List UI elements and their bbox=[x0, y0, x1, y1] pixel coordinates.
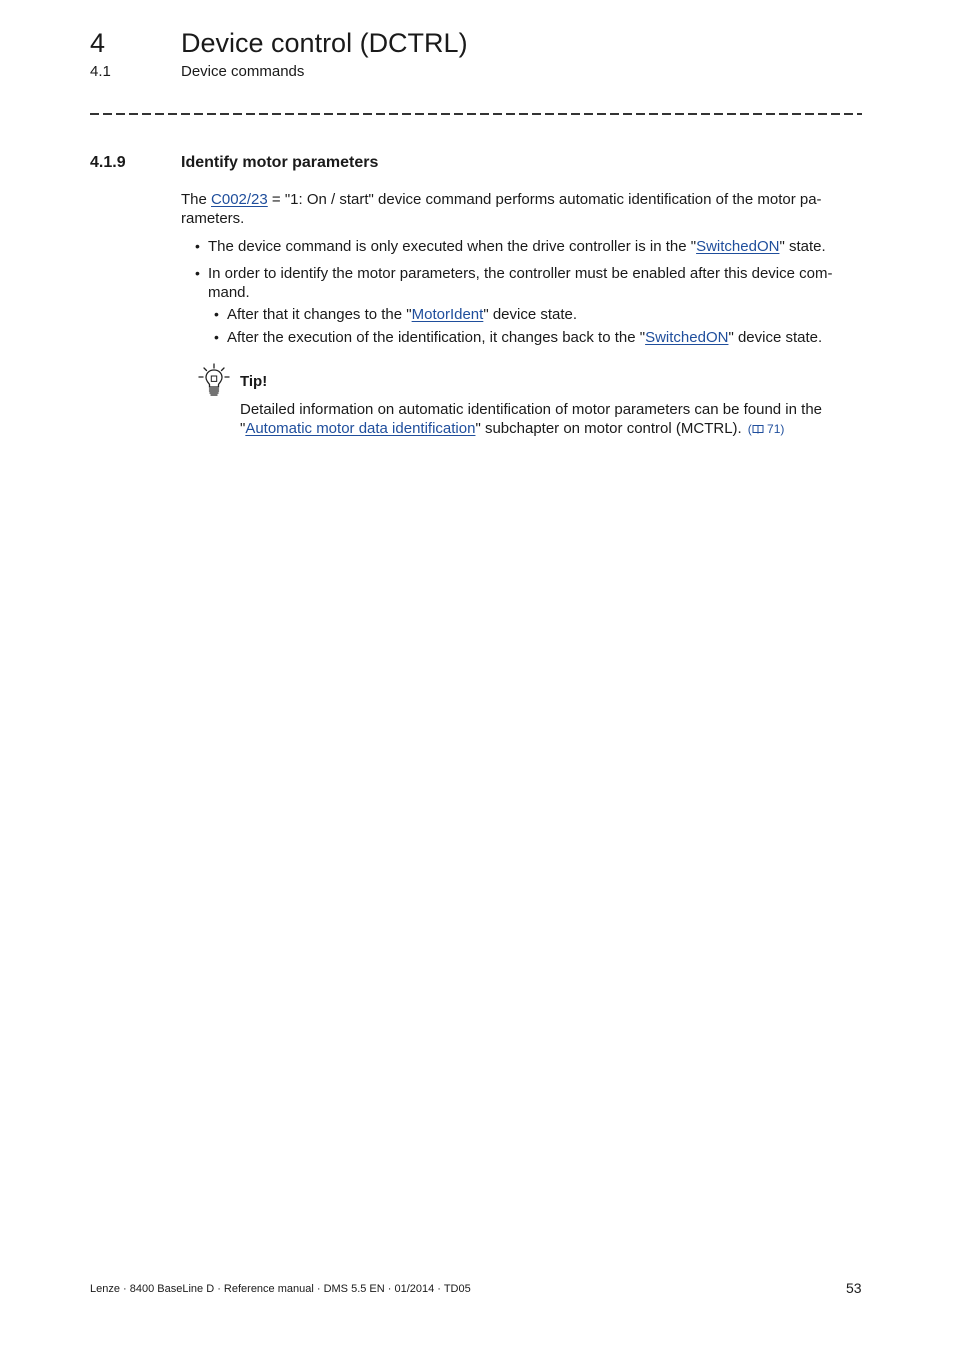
page-reference-number: 71 bbox=[767, 422, 781, 436]
subsection-number: 4.1.9 bbox=[90, 154, 126, 171]
book-icon bbox=[752, 422, 764, 436]
sub-bullet-text-pre: After the execution of the identification, it changes back to the " bbox=[227, 329, 646, 346]
bullet-text-pre: The device command is only executed when the drive controller is in the " bbox=[208, 238, 697, 255]
link-c002-23[interactable]: C002/23 bbox=[211, 191, 268, 208]
tip-body bbox=[240, 400, 870, 439]
link-switchedon[interactable]: SwitchedON bbox=[696, 238, 780, 255]
link-automatic-motor-data-identification[interactable]: Automatic motor data identification bbox=[245, 420, 476, 437]
intro-text-post: = "1: On / start" device command performs automatic identification of the motor pa-rameters. bbox=[181, 191, 822, 227]
tip-title: Tip! bbox=[240, 373, 268, 390]
bullet-text-line2: mand. bbox=[208, 284, 250, 301]
bullet-marker: • bbox=[214, 306, 219, 322]
link-motorident[interactable]: MotorIdent bbox=[411, 306, 484, 323]
page-reference[interactable]: ( 71) bbox=[747, 422, 785, 436]
header-divider bbox=[90, 113, 862, 115]
footer-text: Lenze · 8400 BaseLine D · Reference manual · DMS 5.5 EN · 01/2014 · TD05 bbox=[90, 1283, 471, 1295]
tip-text-pre: Detailed information on automatic identification of motor parameters can be found in the " bbox=[240, 401, 822, 437]
sub-bullet-text-post: " device state. bbox=[728, 329, 823, 346]
section-number: 4.1 bbox=[90, 63, 111, 80]
link-switchedon[interactable]: SwitchedON bbox=[645, 329, 729, 346]
bullet-marker: • bbox=[214, 329, 219, 345]
bullet-text-line1: In order to identify the motor parameters, the controller must be enabled after this device com- bbox=[208, 265, 833, 282]
bullet-text-post: " state. bbox=[779, 238, 826, 255]
bullet-marker: • bbox=[195, 265, 200, 281]
intro-paragraph bbox=[181, 190, 871, 228]
sub-bullet-text-pre: After that it changes to the " bbox=[227, 306, 412, 323]
lightbulb-icon bbox=[197, 363, 233, 397]
page-number: 53 bbox=[846, 1280, 862, 1296]
bullet-marker: • bbox=[195, 238, 200, 254]
subsection-title: Identify motor parameters bbox=[181, 154, 379, 171]
sub-bullet-text-post: " device state. bbox=[483, 306, 578, 323]
chapter-title: Device control (DCTRL) bbox=[181, 28, 468, 58]
chapter-number: 4 bbox=[90, 28, 106, 58]
intro-text-pre: The bbox=[181, 191, 212, 208]
tip-text-post: " subchapter on motor control (MCTRL). bbox=[475, 420, 742, 437]
section-title: Device commands bbox=[181, 63, 305, 80]
